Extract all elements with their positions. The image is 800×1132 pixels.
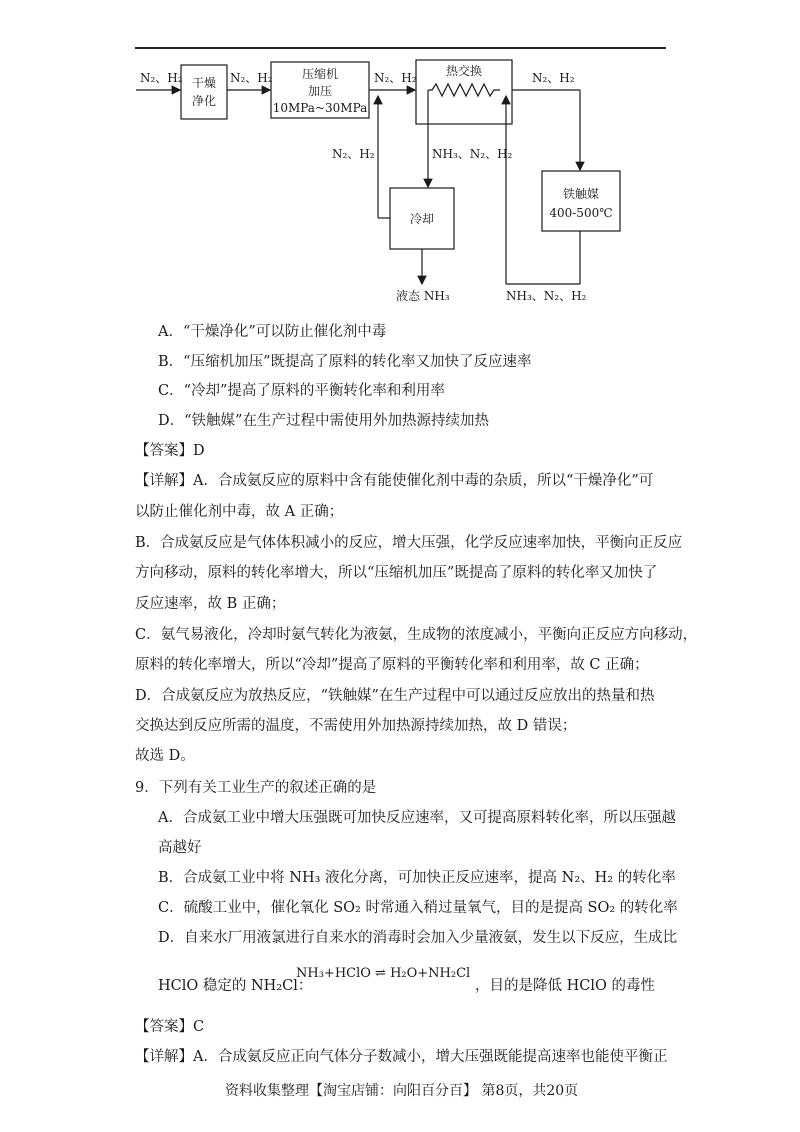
q9-equation: NH₃+HClO ⇌ H₂O+NH₂Cl	[296, 966, 471, 981]
label-compress-3: 10MPa~30MPa	[272, 101, 368, 115]
dry-box	[181, 65, 227, 119]
q8-option-d: D．“铁触媒”在生产过程中需使用外加热源持续加热	[158, 413, 489, 429]
q9-option-b: B．合成氨工业中将 NH₃ 液化分离，可加快正反应速率，提高 N₂、H₂ 的转化率	[158, 870, 676, 886]
label-heat: 热交换	[445, 64, 483, 78]
label-to-cool: NH₃、N₂、H₂	[432, 147, 513, 161]
label-cool: 冷却	[409, 212, 435, 226]
label-from-catalyst: NH₃、N₂、H₂	[506, 289, 587, 303]
q9-option-d: D．自来水厂用液氯进行自来水的消毒时会加入少量液氨，发生以下反应，生成比	[158, 930, 678, 946]
q8-detail-line: D．合成氨反应为放热反应，“铁触媒”在生产过程中可以通过反应放出的热量和热	[135, 688, 655, 704]
label-after-dry: N₂、H₂	[230, 71, 273, 85]
label-compress-1: 压缩机	[301, 67, 339, 81]
q9-stem: 9．下列有关工业生产的叙述正确的是	[135, 780, 377, 796]
q8-option-a: A．“干燥净化”可以防止催化剂中毒	[158, 324, 387, 340]
q8-detail-line: 方向移动，原料的转化率增大，所以“压缩机加压”既提高了原料的转化率又加快了	[135, 565, 658, 581]
q8-detail-line: 以防止催化剂中毒，故 A 正确；	[135, 504, 344, 520]
catalyst-box	[542, 171, 620, 231]
label-liquid-out: 液态 NH₃	[396, 289, 450, 303]
q8-detail-line: 故选 D。	[135, 748, 195, 764]
q8-option-c: C．“冷却”提高了原料的平衡转化率和利用率	[158, 383, 445, 399]
q9-option-a: A．合成氨工业中增大压强既可加快反应速率，又可提高原料转化率，所以压强越	[158, 810, 676, 826]
heat-coil	[428, 84, 500, 96]
label-recycle: N₂、H₂	[332, 147, 375, 161]
q8-answer: 【答案】D	[135, 443, 205, 459]
label-catalyst-2: 400-500℃	[549, 206, 613, 220]
label-compress-2: 加压	[307, 84, 333, 98]
q8-detail-line: 反应速率，故 B 正确；	[135, 596, 286, 612]
label-dry-2: 净化	[191, 94, 217, 108]
q9-option-d-cont: HClO 稳定的 NH₂Cl：	[158, 978, 313, 994]
q8-detail-line: 交换达到反应所需的温度，不需使用外加热源持续加热，故 D 错误；	[135, 718, 577, 734]
ammonia-process-diagram	[120, 50, 680, 320]
q8-detail-line: C．氨气易液化，冷却时氨气转化为液氨，生成物的浓度减小，平衡向正反应方向移动，	[135, 627, 698, 643]
label-in-gas: N₂、H₂	[140, 71, 183, 85]
q8-detail-line: B．合成氨反应是气体体积减小的反应，增大压强，化学反应速率加快，平衡向正反应	[135, 535, 683, 551]
q9-detail-line: 【详解】A．合成氨反应正向气体分子数减小，增大压强既能提高速率也能使平衡正	[135, 1049, 668, 1065]
label-after-compress: N₂、H₂	[374, 71, 417, 85]
q8-detail-line: 原料的转化率增大，所以“冷却”提高了原料的平衡转化率和利用率，故 C 正确；	[135, 657, 649, 673]
label-to-catalyst: N₂、H₂	[532, 71, 575, 85]
q8-option-b: B．“压缩机加压”既提高了原料的转化率又加快了反应速率	[158, 354, 532, 370]
page-footer: 资料收集整理【淘宝店铺：向阳百分百】 第8页，共20页	[225, 1083, 579, 1099]
q9-option-d-end: ，目的是降低 HClO 的毒性	[475, 978, 655, 994]
top-rule	[135, 47, 666, 49]
q8-detail-line: 【详解】A．合成氨反应的原料中含有能使催化剂中毒的杂质，所以“干燥净化”可	[135, 473, 654, 489]
label-catalyst-1: 铁触媒	[562, 187, 600, 201]
q9-option-a-cont: 高越好	[158, 840, 202, 856]
q9-answer: 【答案】C	[135, 1019, 205, 1035]
label-dry-1: 干燥	[191, 76, 217, 90]
q9-option-c: C．硫酸工业中，催化氧化 SO₂ 时常通入稍过量氧气，目的是提高 SO₂ 的转化率	[158, 900, 678, 916]
